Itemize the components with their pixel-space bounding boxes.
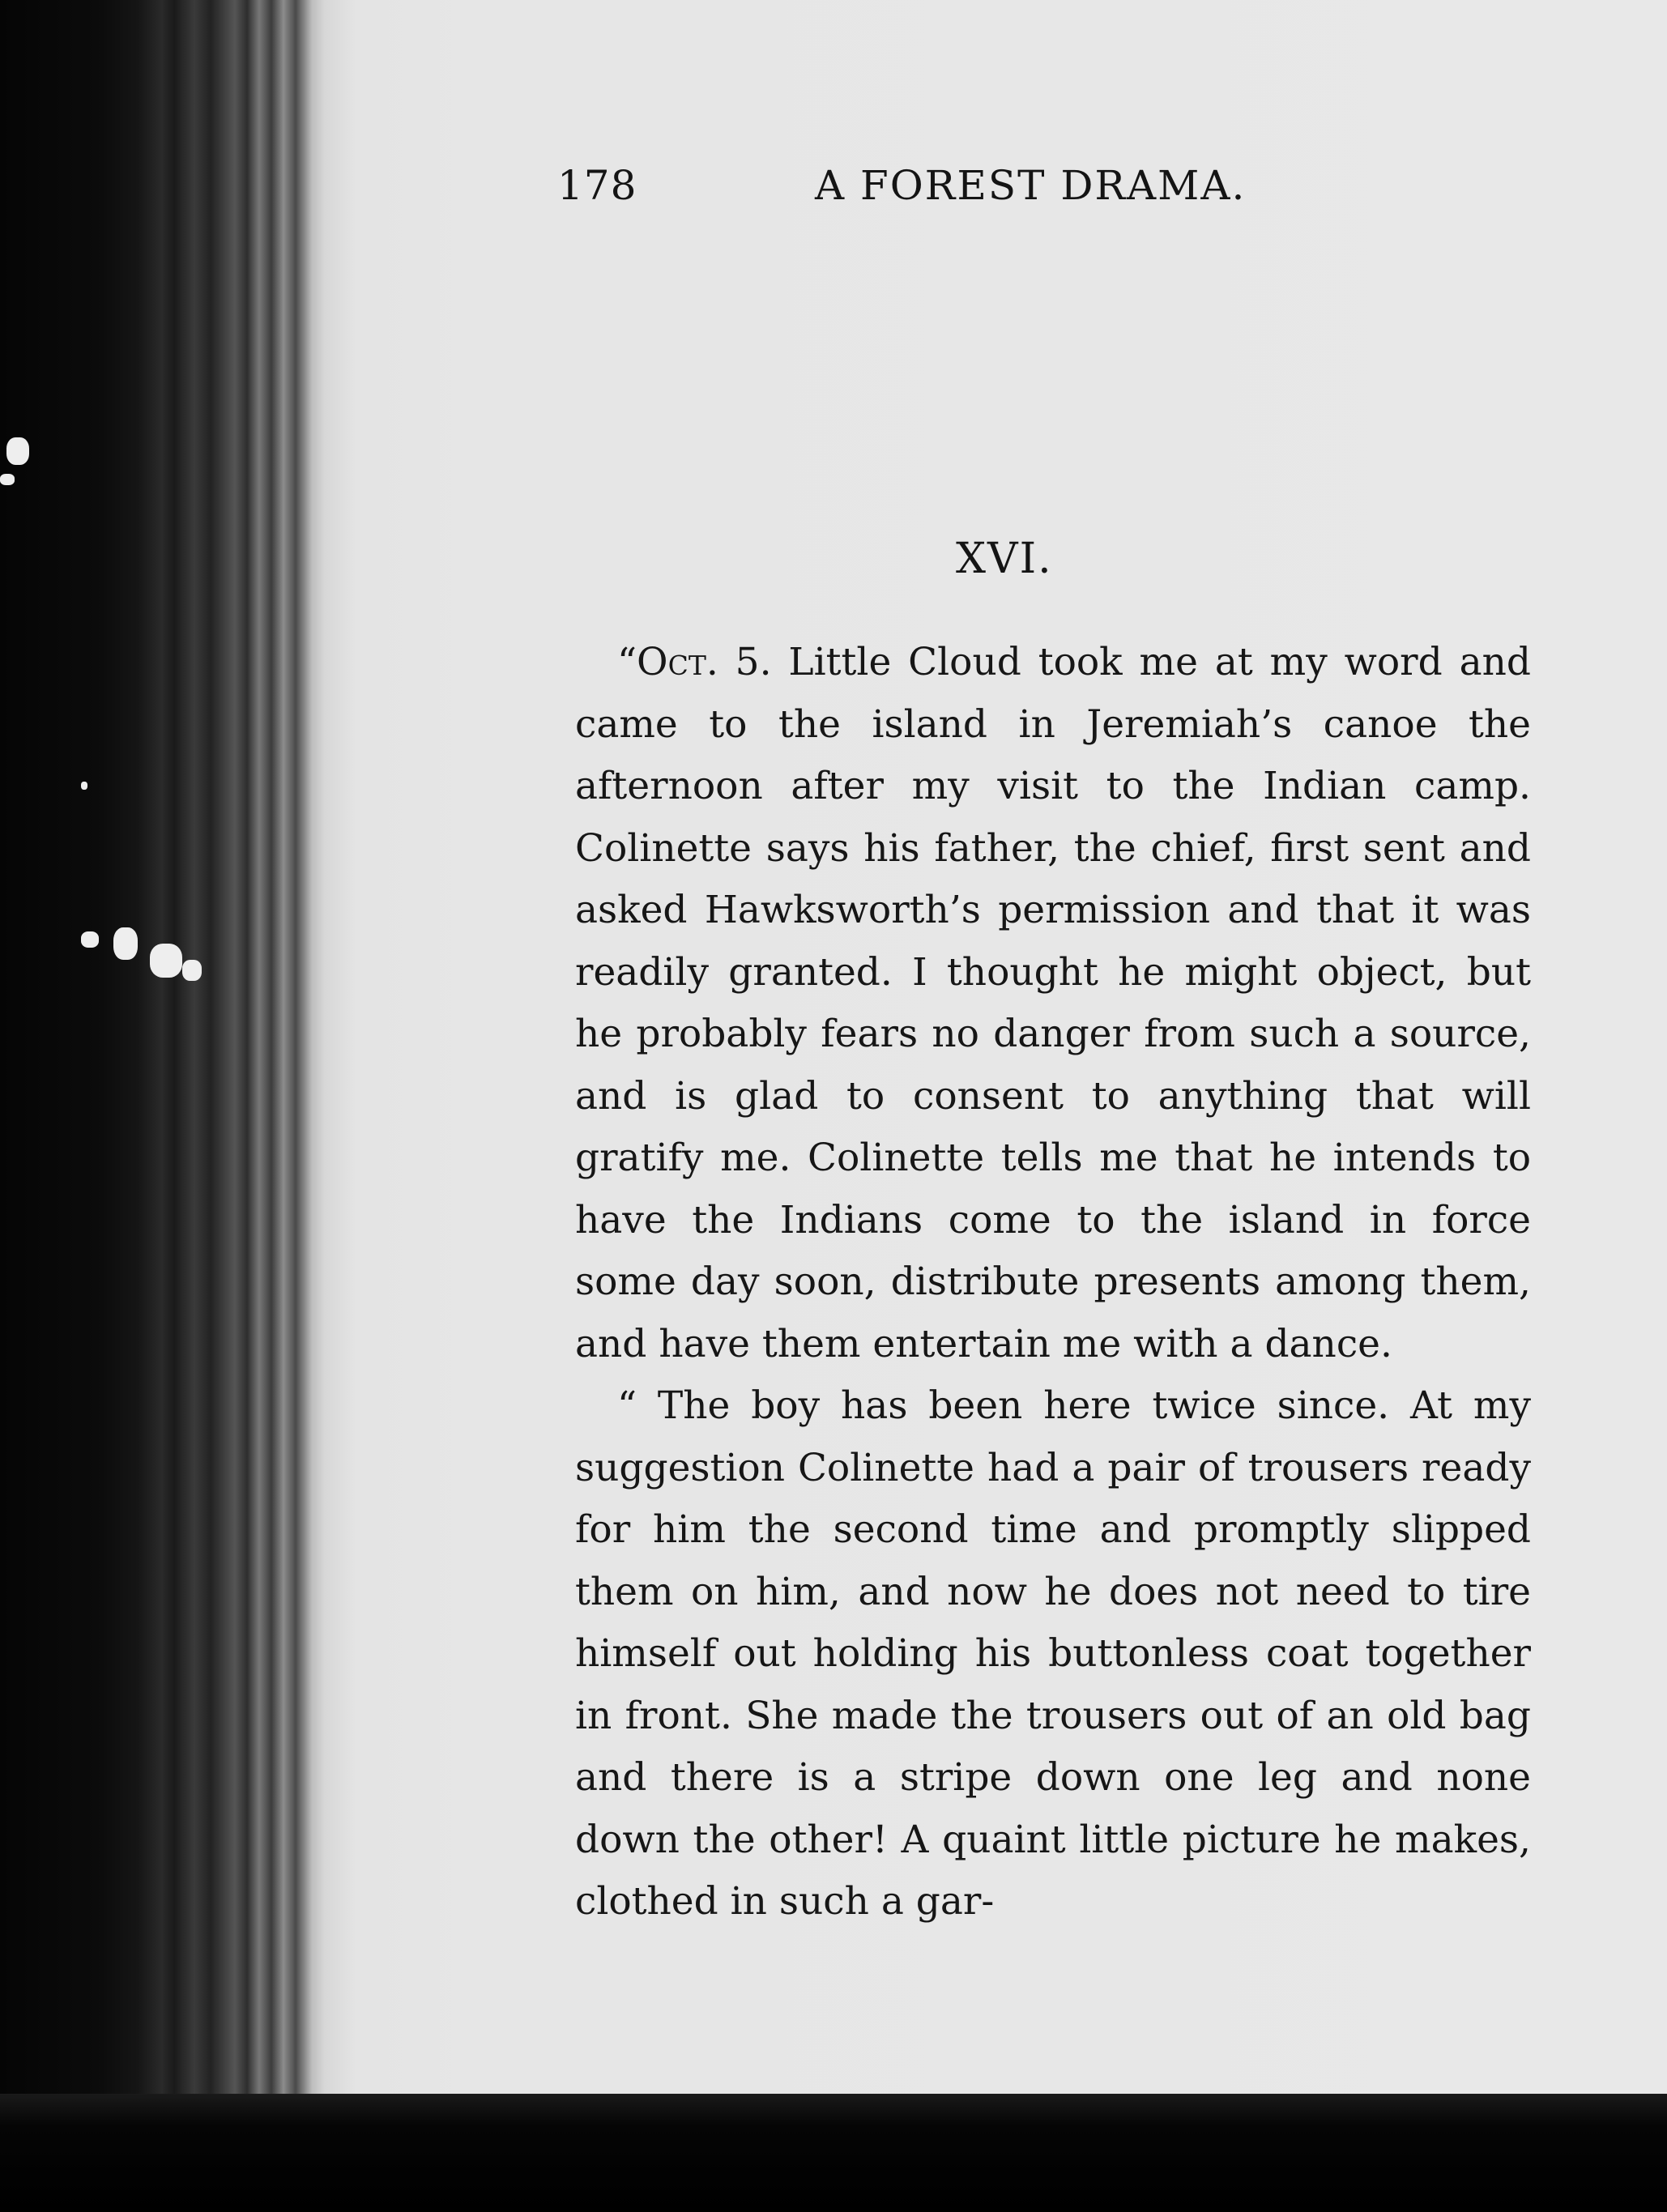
book-binding <box>0 0 324 2212</box>
open-quote: “ <box>617 640 637 684</box>
paragraph-text: 5. Little Cloud took me at my word and came to the island in Jeremiah’s canoe the afternoon after my visit to the Indian camp. Colinette says his father, the chief, first sent and asked Hawksworth’s permission and that it was readily granted. I thought he might object, but he probably fears no danger from such a source, and is glad to consent to anything that will gratify me. Colinette tells me that he intends to have the Indians come to the island in force some day soon, distribute presents among them, and have them entertain me with a dance. <box>575 640 1531 1366</box>
paragraph-text: “ The boy has been here twice since. At my suggestion Colinette had a pair of trousers ready for him the second time and promptly slipped them on him, and now he does not need to tire himself out holding his buttonless coat together in front. She made the trousers out of an old bag and there is a stripe down one leg and none down the other! A quaint little picture he makes, clothed in such a gar- <box>575 1383 1531 1924</box>
chapter-number: XVI. <box>956 535 1053 583</box>
book-title: A FOREST DRAMA. <box>815 162 1247 209</box>
body-text <box>575 632 1531 1933</box>
paragraph <box>575 632 1531 1375</box>
date-label: Oct. <box>637 640 718 684</box>
paragraph <box>575 1375 1531 1933</box>
page-number: 178 <box>557 162 637 209</box>
bottom-shadow <box>0 2094 1667 2212</box>
running-head <box>557 162 1286 219</box>
